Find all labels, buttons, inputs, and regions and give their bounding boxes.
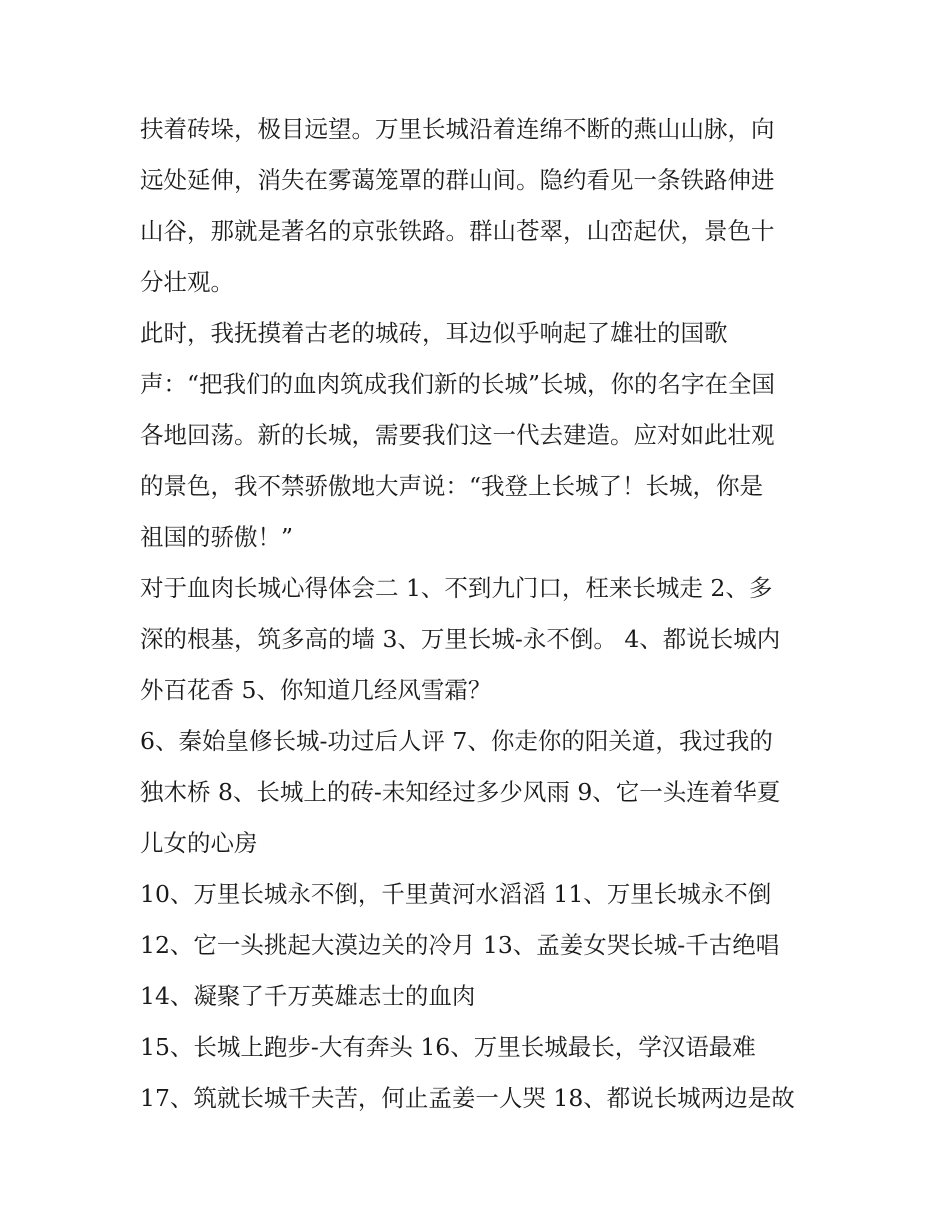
- text-line: 远处延伸，消失在雾蔼笼罩的群山间。隐约看见一条铁路伸进: [140, 166, 775, 194]
- text-line: 扶着砖垛，极目远望。万里长城沿着连绵不断的燕山山脉，向: [140, 115, 775, 143]
- text-line: 声：“把我们的血肉筑成我们新的长城”长城，你的名字在全国: [140, 370, 776, 398]
- text-line: 独木桥 8、长城上的砖-未知经过多少风雨 9、它一头连着华夏: [140, 778, 781, 806]
- text-line: 17、筑就长城千夫苦，何止孟姜一人哭 18、都说长城两边是故: [140, 1084, 795, 1112]
- text-line: 儿女的心房: [140, 829, 258, 857]
- text-line: 山谷，那就是著名的京张铁路。群山苍翠，山峦起伏，景色十: [140, 217, 775, 245]
- text-line: 深的根基，筑多高的墙 3、万里长城-永不倒。 4、都说长城内: [140, 625, 781, 653]
- text-line: 此时，我抚摸着古老的城砖，耳边似乎响起了雄壮的国歌: [140, 319, 728, 347]
- text-line: 外百花香 5、你知道几经风雪霜？: [140, 676, 492, 704]
- text-line: 的景色，我不禁骄傲地大声说：“我登上长城了！长城，你是: [140, 472, 764, 500]
- text-line: 10、万里长城永不倒，千里黄河水滔滔 11、万里长城永不倒: [140, 880, 772, 908]
- text-line: 15、长城上跑步-大有奔头 16、万里长城最长，学汉语最难: [140, 1033, 756, 1061]
- text-line: 分壮观。: [140, 268, 234, 296]
- text-line: 对于血肉长城心得体会二 1、不到九门口，枉来长城走 2、多: [140, 574, 773, 602]
- text-line: 14、凝聚了千万英雄志士的血肉: [140, 982, 476, 1010]
- text-line: 各地回荡。新的长城，需要我们这一代去建造。应对如此壮观: [140, 421, 775, 449]
- document-body: [140, 104, 820, 1124]
- text-line: 12、它一头挑起大漠边关的冷月 13、孟姜女哭长城-千古绝唱: [140, 931, 780, 959]
- text-line: 祖国的骄傲！”: [140, 523, 294, 551]
- text-line: 6、秦始皇修长城-功过后人评 7、你走你的阳关道，我过我的: [140, 727, 773, 755]
